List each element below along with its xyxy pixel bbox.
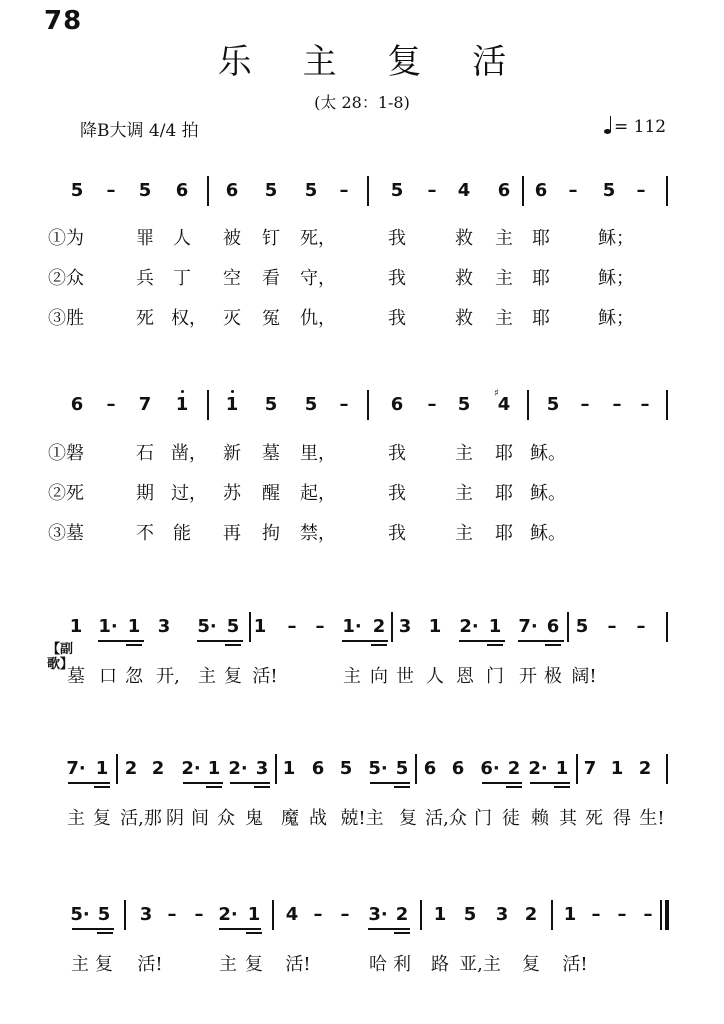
lyric-char: 众 xyxy=(217,808,235,829)
note: 1 xyxy=(563,904,577,925)
note: 5 xyxy=(97,904,111,925)
note: 2 xyxy=(524,904,538,925)
note: – xyxy=(167,904,177,925)
lyric-char: 醒 xyxy=(262,483,280,504)
note: – xyxy=(315,616,325,637)
lyric-char: 门 xyxy=(474,808,492,829)
eighth-underline xyxy=(342,640,388,642)
bar-line xyxy=(415,754,417,784)
bar-line xyxy=(207,390,209,420)
lyric-char: 兵 xyxy=(136,268,154,289)
lyric-char: 不 xyxy=(136,523,154,544)
note: – xyxy=(339,394,349,415)
lyric-char: 我 xyxy=(388,308,406,329)
lyric-char: 罪 xyxy=(136,228,154,249)
lyric-char: 耶 xyxy=(532,268,550,289)
note: – xyxy=(617,904,627,925)
scripture-reference: (太 28：1-8) xyxy=(314,93,410,112)
lyric-char: 路 xyxy=(431,954,449,975)
note: – xyxy=(643,904,653,925)
lyric-char: 救 xyxy=(455,228,473,249)
lyric-char: 其 xyxy=(559,808,577,829)
lyric-char: 耶 xyxy=(532,228,550,249)
note: 1 xyxy=(225,394,239,415)
note: 5· xyxy=(368,758,388,779)
lyric-char: 兢!主 xyxy=(340,808,384,829)
lyric-char: 我 xyxy=(388,523,406,544)
lyric-char: 救 xyxy=(455,268,473,289)
note: 6· xyxy=(480,758,500,779)
note: 1· xyxy=(342,616,362,637)
note: 2· xyxy=(228,758,248,779)
note: 7 xyxy=(138,394,152,415)
notation-line-1 xyxy=(0,180,724,210)
notation-line-5 xyxy=(0,904,724,934)
lyric-refrain-1 xyxy=(0,662,724,692)
bar-line xyxy=(567,612,569,642)
note: 1 xyxy=(95,758,109,779)
note: 2 xyxy=(638,758,652,779)
note: 2 xyxy=(395,904,409,925)
lyric-char: 活! xyxy=(252,666,278,687)
note: – xyxy=(106,394,116,415)
lyric-char: 死， xyxy=(300,228,336,249)
quarter-note-icon xyxy=(604,116,614,134)
note: 2 xyxy=(151,758,165,779)
note: 1 xyxy=(282,758,296,779)
lyric-char: 阔! xyxy=(571,666,597,687)
lyric-char: 耶 xyxy=(495,443,513,464)
note: – xyxy=(339,180,349,201)
lyric-char: 我 xyxy=(388,483,406,504)
lyric-char: 忽 xyxy=(125,666,143,687)
lyric-char: 主 xyxy=(455,523,473,544)
lyric-verse-2 xyxy=(0,264,724,294)
note: – xyxy=(568,180,578,201)
note: 5 xyxy=(304,180,318,201)
eighth-underline xyxy=(197,640,243,642)
lyric-char: 亚,主 xyxy=(459,954,501,975)
lyric-char: 石 xyxy=(136,443,154,464)
note: 5 xyxy=(70,180,84,201)
lyric-char: 期 xyxy=(136,483,154,504)
notation-line-4 xyxy=(0,758,724,788)
lyric-char: 里， xyxy=(300,443,336,464)
lyric-char: ①为 xyxy=(48,228,84,249)
note: 5· xyxy=(197,616,217,637)
note: 2· xyxy=(181,758,201,779)
lyric-char: 活,众 xyxy=(425,808,467,829)
note: 6 xyxy=(451,758,465,779)
lyric-char: 仇， xyxy=(300,308,336,329)
lyric-char: 能 xyxy=(173,523,191,544)
note: 1 xyxy=(69,616,83,637)
bar-line xyxy=(666,754,668,784)
high-octave-dot xyxy=(181,390,184,393)
note: 1 xyxy=(610,758,624,779)
lyric-char: 得 xyxy=(613,808,631,829)
lyric-verse-1 xyxy=(0,439,724,469)
note: 5 xyxy=(304,394,318,415)
eighth-underline xyxy=(230,782,270,784)
lyric-char: 门 xyxy=(486,666,504,687)
lyric-char: 哈 xyxy=(369,954,387,975)
eighth-underline xyxy=(518,640,564,642)
bar-line xyxy=(207,176,209,206)
sixteenth-underline xyxy=(506,786,522,788)
note: – xyxy=(591,904,601,925)
lyric-char: ③胜 xyxy=(48,308,84,329)
note: 7 xyxy=(583,758,597,779)
note: – xyxy=(636,616,646,637)
eighth-underline xyxy=(72,928,114,930)
lyric-char: 主 xyxy=(219,954,237,975)
lyric-char: 再 xyxy=(223,523,241,544)
sixteenth-underline xyxy=(206,786,222,788)
lyric-char: 死 xyxy=(136,308,154,329)
note: 6 xyxy=(497,180,511,201)
sixteenth-underline xyxy=(254,786,270,788)
eighth-underline xyxy=(68,782,110,784)
lyric-char: 冤 xyxy=(262,308,280,329)
lyric-char: 空 xyxy=(223,268,241,289)
lyric-char: 主 xyxy=(67,808,85,829)
refrain-label: 【副歌】 xyxy=(47,642,74,672)
sharp-accidental: ♯ xyxy=(494,388,499,399)
note: 3 xyxy=(255,758,269,779)
note: 5 xyxy=(546,394,560,415)
lyric-char: 活! xyxy=(137,954,163,975)
lyric-char: 稣。 xyxy=(530,523,566,544)
lyric-char: 利 xyxy=(393,954,411,975)
note: – xyxy=(427,180,437,201)
bar-line xyxy=(272,900,274,930)
note: 5 xyxy=(264,180,278,201)
note: 6 xyxy=(225,180,239,201)
lyric-char: 起， xyxy=(300,483,336,504)
note: 5 xyxy=(395,758,409,779)
note: – xyxy=(580,394,590,415)
lyric-char: 稣。 xyxy=(530,483,566,504)
lyric-char: 苏 xyxy=(223,483,241,504)
lyric-char: 赖 xyxy=(531,808,549,829)
bar-line xyxy=(666,390,668,420)
note: 1 xyxy=(428,616,442,637)
lyric-char: 被 xyxy=(223,228,241,249)
lyric-char: 看 xyxy=(262,268,280,289)
tempo-value: = 112 xyxy=(614,117,667,137)
lyric-char: 主 xyxy=(198,666,216,687)
bar-line xyxy=(420,900,422,930)
sixteenth-underline xyxy=(225,644,241,646)
final-bar-thick xyxy=(665,900,669,930)
note: 2· xyxy=(528,758,548,779)
note: 4 xyxy=(497,394,511,415)
lyric-char: 开 xyxy=(519,666,537,687)
lyric-char: 复 xyxy=(399,808,417,829)
note: – xyxy=(427,394,437,415)
lyric-char: 开, xyxy=(156,666,180,687)
lyric-char: 耶 xyxy=(495,483,513,504)
note: 3 xyxy=(139,904,153,925)
note: 1 xyxy=(253,616,267,637)
lyric-char: 主 xyxy=(455,443,473,464)
lyric-char: 战 xyxy=(309,808,327,829)
lyric-char: 活! xyxy=(285,954,311,975)
note: 6 xyxy=(546,616,560,637)
bar-line xyxy=(666,176,668,206)
bar-line xyxy=(522,176,524,206)
lyric-char: 魔 xyxy=(281,808,299,829)
sixteenth-underline xyxy=(97,932,113,934)
note: – xyxy=(287,616,297,637)
note: 1 xyxy=(433,904,447,925)
lyric-char: 墓 xyxy=(262,443,280,464)
lyric-char: 禁， xyxy=(300,523,336,544)
lyric-char: 守， xyxy=(300,268,336,289)
note: 4 xyxy=(285,904,299,925)
hymn-title: 乐 主 复 活 xyxy=(217,42,527,82)
lyric-char: 主 xyxy=(495,268,513,289)
note: 3· xyxy=(368,904,388,925)
note: 3 xyxy=(495,904,509,925)
lyric-char: 生! xyxy=(639,808,665,829)
lyric-char: 灭 xyxy=(223,308,241,329)
lyric-char: 我 xyxy=(388,268,406,289)
lyric-char: 间 xyxy=(191,808,209,829)
lyric-char: 新 xyxy=(223,443,241,464)
note: 5 xyxy=(457,394,471,415)
bar-line xyxy=(249,612,251,642)
note: 2 xyxy=(507,758,521,779)
bar-line xyxy=(551,900,553,930)
note: 5· xyxy=(70,904,90,925)
notation-line-2 xyxy=(0,394,724,424)
lyric-char: 我 xyxy=(388,443,406,464)
lyric-char: 稣； xyxy=(598,228,634,249)
note: 5 xyxy=(575,616,589,637)
note: 3 xyxy=(157,616,171,637)
bar-line xyxy=(527,390,529,420)
lyric-char: 复 xyxy=(93,808,111,829)
lyric-char: 耶 xyxy=(495,523,513,544)
note: 6 xyxy=(390,394,404,415)
lyric-char: 复 xyxy=(522,954,540,975)
note: 6 xyxy=(534,180,548,201)
eighth-underline xyxy=(370,782,410,784)
lyric-char: ②众 xyxy=(48,268,84,289)
lyric-char: 人 xyxy=(426,666,444,687)
bar-line xyxy=(576,754,578,784)
lyric-refrain-2 xyxy=(0,804,724,834)
bar-line xyxy=(367,390,369,420)
lyric-char: 稣。 xyxy=(530,443,566,464)
lyric-verse-3 xyxy=(0,304,724,334)
lyric-char: 主 xyxy=(343,666,361,687)
lyric-char: 死 xyxy=(585,808,603,829)
note: 5 xyxy=(226,616,240,637)
note: 5 xyxy=(138,180,152,201)
note: – xyxy=(607,616,617,637)
note: – xyxy=(313,904,323,925)
lyric-char: 向 xyxy=(370,666,388,687)
note: 6 xyxy=(423,758,437,779)
note: 1 xyxy=(555,758,569,779)
key-signature: 降B大调 4/4 拍 xyxy=(80,121,199,141)
sixteenth-underline xyxy=(554,786,570,788)
eighth-underline xyxy=(368,928,410,930)
bar-line xyxy=(391,612,393,642)
lyric-char: 复 xyxy=(245,954,263,975)
lyric-char: 主 xyxy=(495,228,513,249)
note: 6 xyxy=(175,180,189,201)
lyric-char: 复 xyxy=(224,666,242,687)
eighth-underline xyxy=(459,640,505,642)
bar-line xyxy=(116,754,118,784)
lyric-char: ②死 xyxy=(48,483,84,504)
lyric-char: 极 xyxy=(544,666,562,687)
note: 7· xyxy=(518,616,538,637)
lyric-char: 主 xyxy=(495,308,513,329)
lyric-char: 人 xyxy=(173,228,191,249)
bar-line xyxy=(275,754,277,784)
page-number: 78 xyxy=(44,6,83,36)
note: – xyxy=(106,180,116,201)
sixteenth-underline xyxy=(126,644,142,646)
note: 2· xyxy=(459,616,479,637)
lyric-char: 恩 xyxy=(456,666,474,687)
lyric-verse-2 xyxy=(0,479,724,509)
note: 2· xyxy=(218,904,238,925)
note: 2 xyxy=(124,758,138,779)
sixteenth-underline xyxy=(545,644,561,646)
note: 6 xyxy=(70,394,84,415)
lyric-char: 我 xyxy=(388,228,406,249)
sixteenth-underline xyxy=(246,932,262,934)
sixteenth-underline xyxy=(371,644,387,646)
note: – xyxy=(612,394,622,415)
note: 5 xyxy=(602,180,616,201)
note: 5 xyxy=(463,904,477,925)
eighth-underline xyxy=(219,928,261,930)
eighth-underline xyxy=(482,782,522,784)
lyric-char: 口 xyxy=(99,666,117,687)
lyric-char: 凿， xyxy=(171,443,207,464)
lyric-verse-3 xyxy=(0,519,724,549)
lyric-char: 徒 xyxy=(502,808,520,829)
final-bar-thin xyxy=(660,900,662,930)
lyric-char: 鬼 xyxy=(245,808,263,829)
note: 1 xyxy=(488,616,502,637)
lyric-char: 阴 xyxy=(166,808,184,829)
lyric-char: 稣； xyxy=(598,308,634,329)
note: 1 xyxy=(207,758,221,779)
note: 1 xyxy=(175,394,189,415)
bar-line xyxy=(124,900,126,930)
eighth-underline xyxy=(530,782,570,784)
note: 1 xyxy=(247,904,261,925)
bar-line xyxy=(367,176,369,206)
lyric-char: 活,那 xyxy=(120,808,162,829)
note: 1 xyxy=(127,616,141,637)
lyric-char: 稣； xyxy=(598,268,634,289)
bar-line xyxy=(666,612,668,642)
note: – xyxy=(640,394,650,415)
note: – xyxy=(194,904,204,925)
sixteenth-underline xyxy=(94,786,110,788)
lyric-char: 钉 xyxy=(262,228,280,249)
lyric-char: 复 xyxy=(95,954,113,975)
lyric-char: 世 xyxy=(396,666,414,687)
lyric-refrain-3 xyxy=(0,950,724,980)
tempo-marking xyxy=(604,116,666,137)
lyric-char: 权， xyxy=(171,308,207,329)
lyric-char: 拘 xyxy=(262,523,280,544)
lyric-verse-1 xyxy=(0,224,724,254)
note: 1· xyxy=(98,616,118,637)
lyric-char: 主 xyxy=(71,954,89,975)
eighth-underline xyxy=(183,782,223,784)
lyric-char: 丁 xyxy=(173,268,191,289)
eighth-underline xyxy=(98,640,144,642)
lyric-char: 救 xyxy=(455,308,473,329)
sixteenth-underline xyxy=(394,786,410,788)
note: 4 xyxy=(457,180,471,201)
high-octave-dot xyxy=(231,390,234,393)
sixteenth-underline xyxy=(487,644,503,646)
note: 5 xyxy=(339,758,353,779)
note: 5 xyxy=(390,180,404,201)
lyric-char: 墓 xyxy=(67,666,85,687)
note: 7· xyxy=(66,758,86,779)
note: 2 xyxy=(372,616,386,637)
note: – xyxy=(636,180,646,201)
lyric-char: 耶 xyxy=(532,308,550,329)
note: – xyxy=(340,904,350,925)
lyric-char: 过， xyxy=(171,483,207,504)
note: 6 xyxy=(311,758,325,779)
lyric-char: ①磐 xyxy=(48,443,84,464)
note: 3 xyxy=(398,616,412,637)
note: 5 xyxy=(264,394,278,415)
lyric-char: 主 xyxy=(455,483,473,504)
notation-line-3 xyxy=(0,616,724,646)
lyric-char: ③墓 xyxy=(48,523,84,544)
sixteenth-underline xyxy=(394,932,410,934)
lyric-char: 活! xyxy=(562,954,588,975)
